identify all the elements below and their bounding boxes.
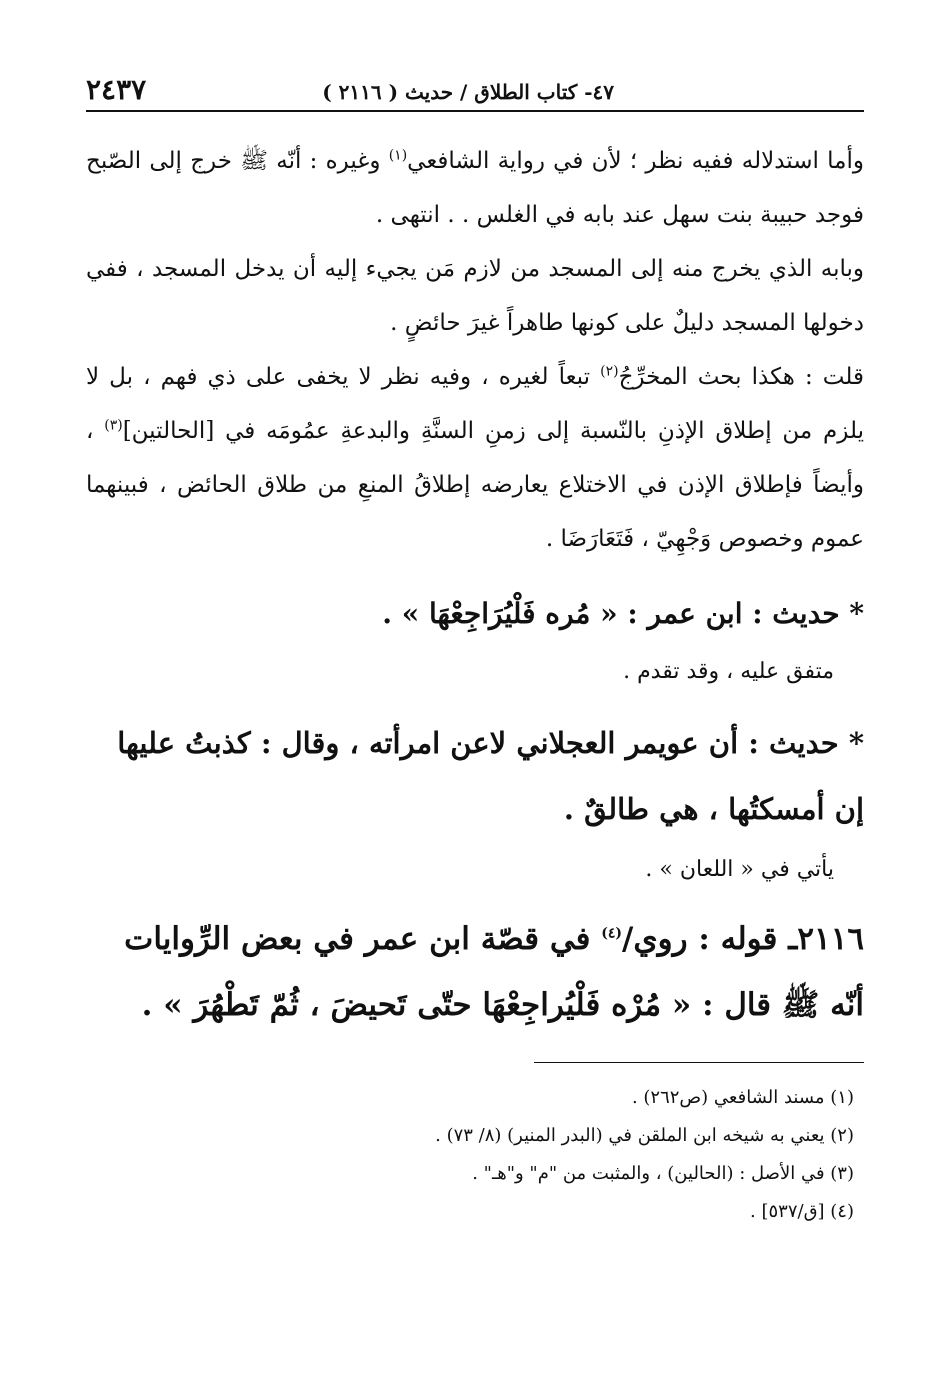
hadith-heading-2: * حديث : أن عويمر العجلاني لاعن امرأته ، وقال : كذبتُ عليها إن أمسكتُها ، هي طالقٌ .: [117, 726, 864, 826]
footnote-ref-4[interactable]: (٤): [601, 925, 623, 942]
footnote-divider: [534, 1062, 864, 1063]
paragraph-3: قلت : هكذا بحث المخرِّجُ$^{(٢)}$ تبعاً لغيره ، وفيه نظر لا يخفى على ذي فهم ، بل لا يلزم من إطلاق الإذنِ بالنّسبة إلى زمنِ السنَّةِ والبدعةِ عمُومَه في [الحالتين]$^{(٣)}$ ، وأيضاً فإطلاق الإذن في الاختلاع يعارضه إطلاقُ المنعِ من طلاق الحائض ، فبينهما عموم وخصوص وَجْهِيّ ، فَتَعَارَضَا .: [86, 363, 864, 552]
running-title: ٤٧- كتاب الطلاق / حديث ( ٢١١٦ ): [322, 80, 614, 104]
footnotes: [86, 1079, 864, 1231]
hadith-note-2: يأتي في « اللعان » .: [645, 857, 834, 882]
paragraph-1: وأما استدلاله ففيه نظر ؛ لأن في رواية الشافعي$^{(١)}$ وغيره : أنّه ﷺ خرج إلى الصّبح فوجد حبيبة بنت سهل عند بابه في الغلس . . انتهى .: [86, 147, 864, 228]
body-text: [86, 134, 864, 566]
hadith-heading-1: * حديث : ابن عمر : « مُره فَلْيُرَاجِعْهَا » .: [382, 597, 864, 630]
hadith-note-1: متفق عليه ، وقد تقدم .: [623, 659, 834, 684]
footnote-ref-2[interactable]: (٢): [600, 363, 619, 380]
footnote-1: (١) مسند الشافعي (ص٢٦٢) .: [631, 1087, 854, 1108]
page-header: [86, 60, 864, 112]
page-number: ٢٤٣٧: [86, 73, 147, 106]
paragraph-2: وبابه الذي يخرج منه إلى المسجد من لازم مَن يجيء إليه أن يدخل المسجد ، ففي دخولها المسجد دليلٌ على كونها طاهراً غيرَ حائضٍ .: [86, 256, 864, 336]
book-page: [86, 60, 864, 1231]
footnote-2: (٢) يعني به شيخه ابن الملقن في (البدر المنير) (٨/ ٧٣) .: [435, 1125, 854, 1146]
numbered-entry-2116: ٢١١٦ـ قوله : روي/$^{(٤)}$ في قصّة ابن عمر في بعض الرِّوايات أنّه ﷺ قال : « مُرْه فَلْيُراجِعْهَا حتّى تَحيضَ ، ثُمّ تَطْهُرَ » .: [124, 921, 864, 1023]
footnote-ref-3[interactable]: (٣): [104, 417, 123, 434]
footnote-4: (٤) [ق/٥٣٧] .: [750, 1201, 854, 1222]
footnote-3: (٣) في الأصل : (الحالين) ، والمثبت من "م" و"هـ" .: [472, 1163, 854, 1184]
footnote-ref-1[interactable]: (١): [388, 147, 408, 164]
